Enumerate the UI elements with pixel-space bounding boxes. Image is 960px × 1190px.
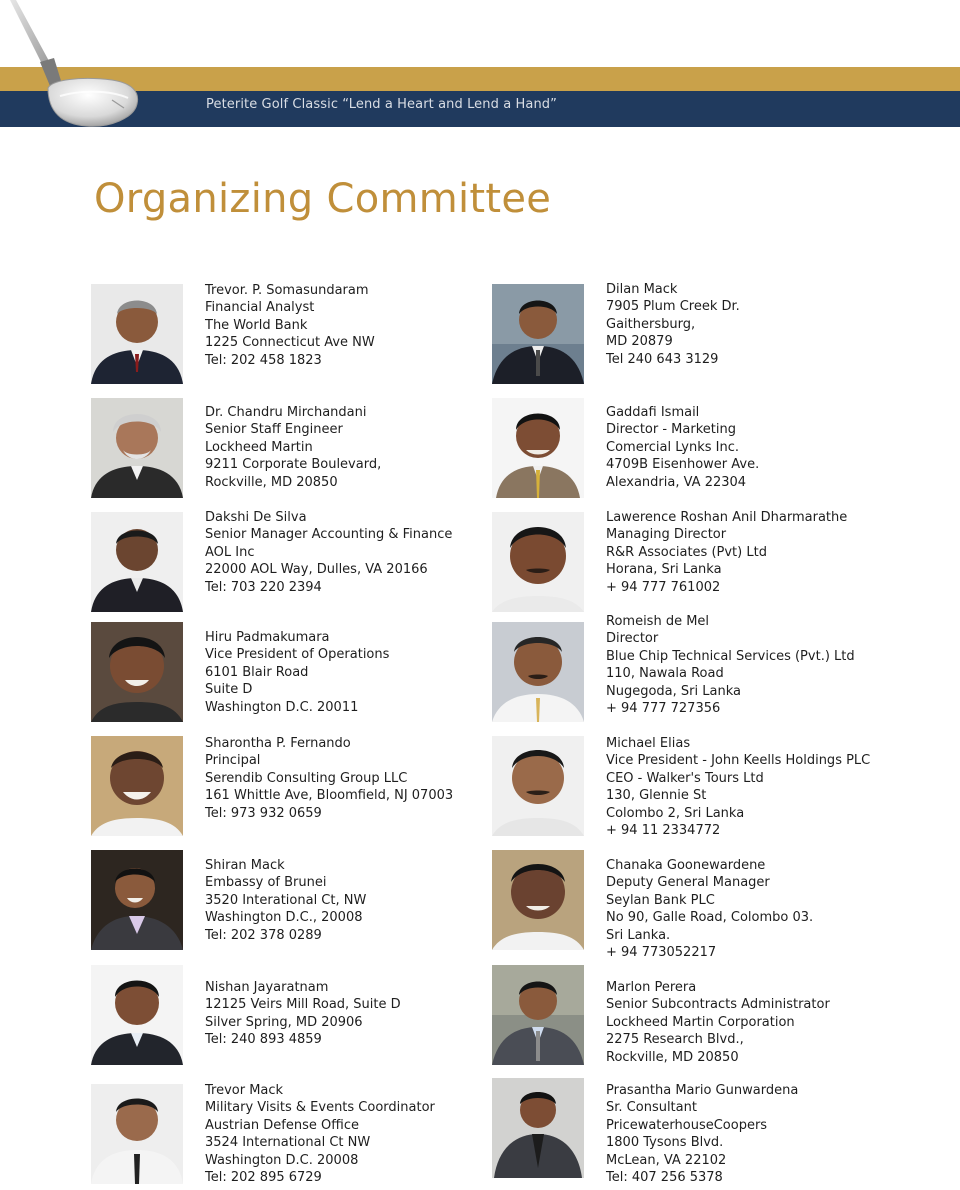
member-line: Principal bbox=[205, 753, 261, 769]
member-line: Michael Elias bbox=[606, 736, 691, 751]
member-line: Comercial Lynks Inc. bbox=[606, 439, 739, 455]
committee-member bbox=[91, 398, 541, 500]
member-line: Vice President of Operations bbox=[205, 647, 390, 663]
committee-member bbox=[91, 512, 541, 614]
member-line: Lawerence Roshan Anil Dharmarathe bbox=[606, 510, 848, 525]
member-line: Seylan Bank PLC bbox=[606, 892, 715, 908]
member-line: PricewaterhouseCoopers bbox=[606, 1117, 768, 1133]
member-line: Dr. Chandru Mirchandani bbox=[205, 405, 367, 420]
member-line: CEO - Walker's Tours Ltd bbox=[606, 770, 764, 786]
header-tagline: Peterite Golf Classic “Lend a Heart and Lend a Hand” bbox=[206, 97, 557, 112]
member-photo bbox=[91, 398, 183, 498]
member-line: Trevor. P. Somasundaram bbox=[205, 283, 369, 298]
member-line: Senior Manager Accounting & Finance bbox=[205, 527, 453, 543]
committee-member bbox=[492, 398, 942, 500]
member-line: Serendib Consulting Group LLC bbox=[205, 770, 408, 786]
member-line: Tel: 703 220 2394 bbox=[205, 579, 322, 595]
committee-member bbox=[492, 512, 942, 614]
member-line: + 94 11 2334772 bbox=[606, 822, 721, 838]
committee-member bbox=[492, 284, 942, 386]
member-info bbox=[205, 282, 375, 369]
member-line: Suite D bbox=[205, 682, 253, 698]
member-line: No 90, Galle Road, Colombo 03. bbox=[606, 910, 814, 926]
member-photo bbox=[492, 736, 584, 836]
member-photo bbox=[91, 1084, 183, 1184]
member-info bbox=[606, 857, 813, 961]
committee-member bbox=[91, 736, 541, 838]
member-line: Rockville, MD 20850 bbox=[606, 1049, 739, 1065]
committee-member bbox=[91, 965, 541, 1067]
member-line: AOL Inc bbox=[205, 544, 255, 560]
member-line: Dakshi De Silva bbox=[205, 510, 307, 525]
member-line: 4709B Eisenhower Ave. bbox=[606, 457, 760, 473]
member-line: 9211 Corporate Boulevard, bbox=[205, 457, 382, 473]
member-photo bbox=[492, 965, 584, 1065]
page-title: Organizing Committee bbox=[94, 176, 552, 222]
member-line: 3524 International Ct NW bbox=[205, 1135, 371, 1151]
member-line: Senior Staff Engineer bbox=[205, 422, 343, 438]
member-info bbox=[606, 979, 830, 1066]
member-line: Military Visits & Events Coordinator bbox=[205, 1100, 435, 1116]
member-line: Washington D.C. 20011 bbox=[205, 699, 359, 715]
member-line: Director - Marketing bbox=[606, 422, 736, 438]
member-line: Sharontha P. Fernando bbox=[205, 736, 351, 751]
member-line: 130, Glennie St bbox=[606, 788, 707, 804]
member-line: Colombo 2, Sri Lanka bbox=[606, 805, 745, 821]
member-line: Hiru Padmakumara bbox=[205, 630, 330, 645]
golf-club-icon bbox=[0, 0, 150, 135]
member-line: + 94 777 727356 bbox=[606, 700, 721, 716]
committee-member bbox=[91, 284, 541, 386]
member-photo bbox=[91, 512, 183, 612]
member-photo bbox=[91, 736, 183, 836]
member-line: Senior Subcontracts Administrator bbox=[606, 997, 830, 1013]
committee-member bbox=[492, 965, 942, 1067]
member-line: Embassy of Brunei bbox=[205, 875, 327, 891]
member-info bbox=[606, 613, 855, 717]
member-line: 12125 Veirs Mill Road, Suite D bbox=[205, 997, 401, 1013]
member-photo bbox=[91, 965, 183, 1065]
member-line: Lockheed Martin Corporation bbox=[606, 1014, 795, 1030]
member-line: Trevor Mack bbox=[205, 1083, 284, 1098]
member-line: 110, Nawala Road bbox=[606, 666, 724, 682]
member-line: Tel: 973 932 0659 bbox=[205, 805, 322, 821]
member-info bbox=[606, 404, 759, 491]
member-line: 22000 AOL Way, Dulles, VA 20166 bbox=[205, 562, 428, 578]
member-photo bbox=[492, 284, 584, 384]
member-line: 2275 Research Blvd., bbox=[606, 1032, 744, 1048]
member-line: MD 20879 bbox=[606, 334, 673, 350]
member-info bbox=[606, 1082, 798, 1186]
member-line: 1225 Connecticut Ave NW bbox=[205, 335, 375, 351]
committee-member bbox=[492, 850, 942, 960]
member-photo bbox=[492, 850, 584, 950]
member-line: Marlon Perera bbox=[606, 980, 697, 995]
member-line: R&R Associates (Pvt) Ltd bbox=[606, 544, 767, 560]
member-line: Nishan Jayaratnam bbox=[205, 980, 329, 995]
member-line: Austrian Defense Office bbox=[205, 1117, 359, 1133]
member-line: Deputy General Manager bbox=[606, 875, 770, 891]
member-line: McLean, VA 22102 bbox=[606, 1152, 727, 1168]
member-line: + 94 777 761002 bbox=[606, 579, 721, 595]
member-info bbox=[205, 735, 453, 822]
member-line: Tel: 202 458 1823 bbox=[205, 352, 322, 368]
member-photo bbox=[91, 850, 183, 950]
member-line: Tel 240 643 3129 bbox=[606, 351, 719, 367]
member-line: Washington D.C. 20008 bbox=[205, 1152, 359, 1168]
member-line: Tel: 240 893 4859 bbox=[205, 1032, 322, 1048]
member-info bbox=[205, 979, 401, 1049]
member-line: 3520 Interational Ct, NW bbox=[205, 892, 367, 908]
member-info bbox=[205, 509, 452, 596]
member-line: Prasantha Mario Gunwardena bbox=[606, 1083, 799, 1098]
member-line: Sri Lanka. bbox=[606, 927, 671, 943]
member-photo bbox=[492, 622, 584, 722]
member-info bbox=[205, 629, 389, 716]
member-line: Tel: 202 895 6729 bbox=[205, 1169, 322, 1185]
member-photo bbox=[492, 1078, 584, 1178]
member-line: Dilan Mack bbox=[606, 282, 678, 297]
member-line: 7905 Plum Creek Dr. bbox=[606, 299, 740, 315]
member-photo bbox=[492, 398, 584, 498]
member-line: Financial Analyst bbox=[205, 300, 315, 316]
member-line: Vice President - John Keells Holdings PLC bbox=[606, 753, 871, 769]
member-line: Rockville, MD 20850 bbox=[205, 474, 338, 490]
member-line: Gaddafi Ismail bbox=[606, 405, 700, 420]
member-line: Sr. Consultant bbox=[606, 1100, 697, 1116]
member-info bbox=[205, 857, 366, 944]
member-info bbox=[205, 404, 381, 491]
member-line: Washington D.C., 20008 bbox=[205, 910, 363, 926]
member-line: 6101 Blair Road bbox=[205, 664, 309, 680]
member-info bbox=[205, 1082, 435, 1186]
member-line: Horana, Sri Lanka bbox=[606, 562, 722, 578]
member-photo bbox=[91, 622, 183, 722]
member-line: Director bbox=[606, 631, 659, 647]
member-photo bbox=[492, 512, 584, 612]
member-line: Nugegoda, Sri Lanka bbox=[606, 683, 741, 699]
committee-member bbox=[91, 850, 541, 952]
member-line: Lockheed Martin bbox=[205, 439, 313, 455]
committee-member bbox=[492, 736, 942, 838]
member-line: Tel: 407 256 5378 bbox=[606, 1169, 723, 1185]
member-line: Managing Director bbox=[606, 527, 727, 543]
member-line: The World Bank bbox=[205, 317, 308, 333]
member-line: 161 Whittle Ave, Bloomfield, NJ 07003 bbox=[205, 788, 454, 804]
member-line: Romeish de Mel bbox=[606, 614, 710, 629]
member-line: Silver Spring, MD 20906 bbox=[205, 1014, 363, 1030]
member-line: Alexandria, VA 22304 bbox=[606, 474, 747, 490]
member-photo bbox=[91, 284, 183, 384]
member-line: 1800 Tysons Blvd. bbox=[606, 1135, 724, 1151]
member-info bbox=[606, 735, 870, 839]
committee-member bbox=[91, 1084, 541, 1186]
member-info bbox=[606, 509, 847, 596]
member-line: Shiran Mack bbox=[205, 858, 285, 873]
committee-member bbox=[492, 614, 942, 724]
member-info bbox=[606, 281, 740, 368]
member-line: + 94 773052217 bbox=[606, 944, 717, 960]
committee-member bbox=[492, 1078, 942, 1185]
member-line: Blue Chip Technical Services (Pvt.) Ltd bbox=[606, 648, 855, 664]
member-line: Tel: 202 378 0289 bbox=[205, 927, 322, 943]
member-line: Gaithersburg, bbox=[606, 316, 696, 332]
member-line: Chanaka Goonewardene bbox=[606, 858, 766, 873]
committee-member bbox=[91, 622, 541, 724]
